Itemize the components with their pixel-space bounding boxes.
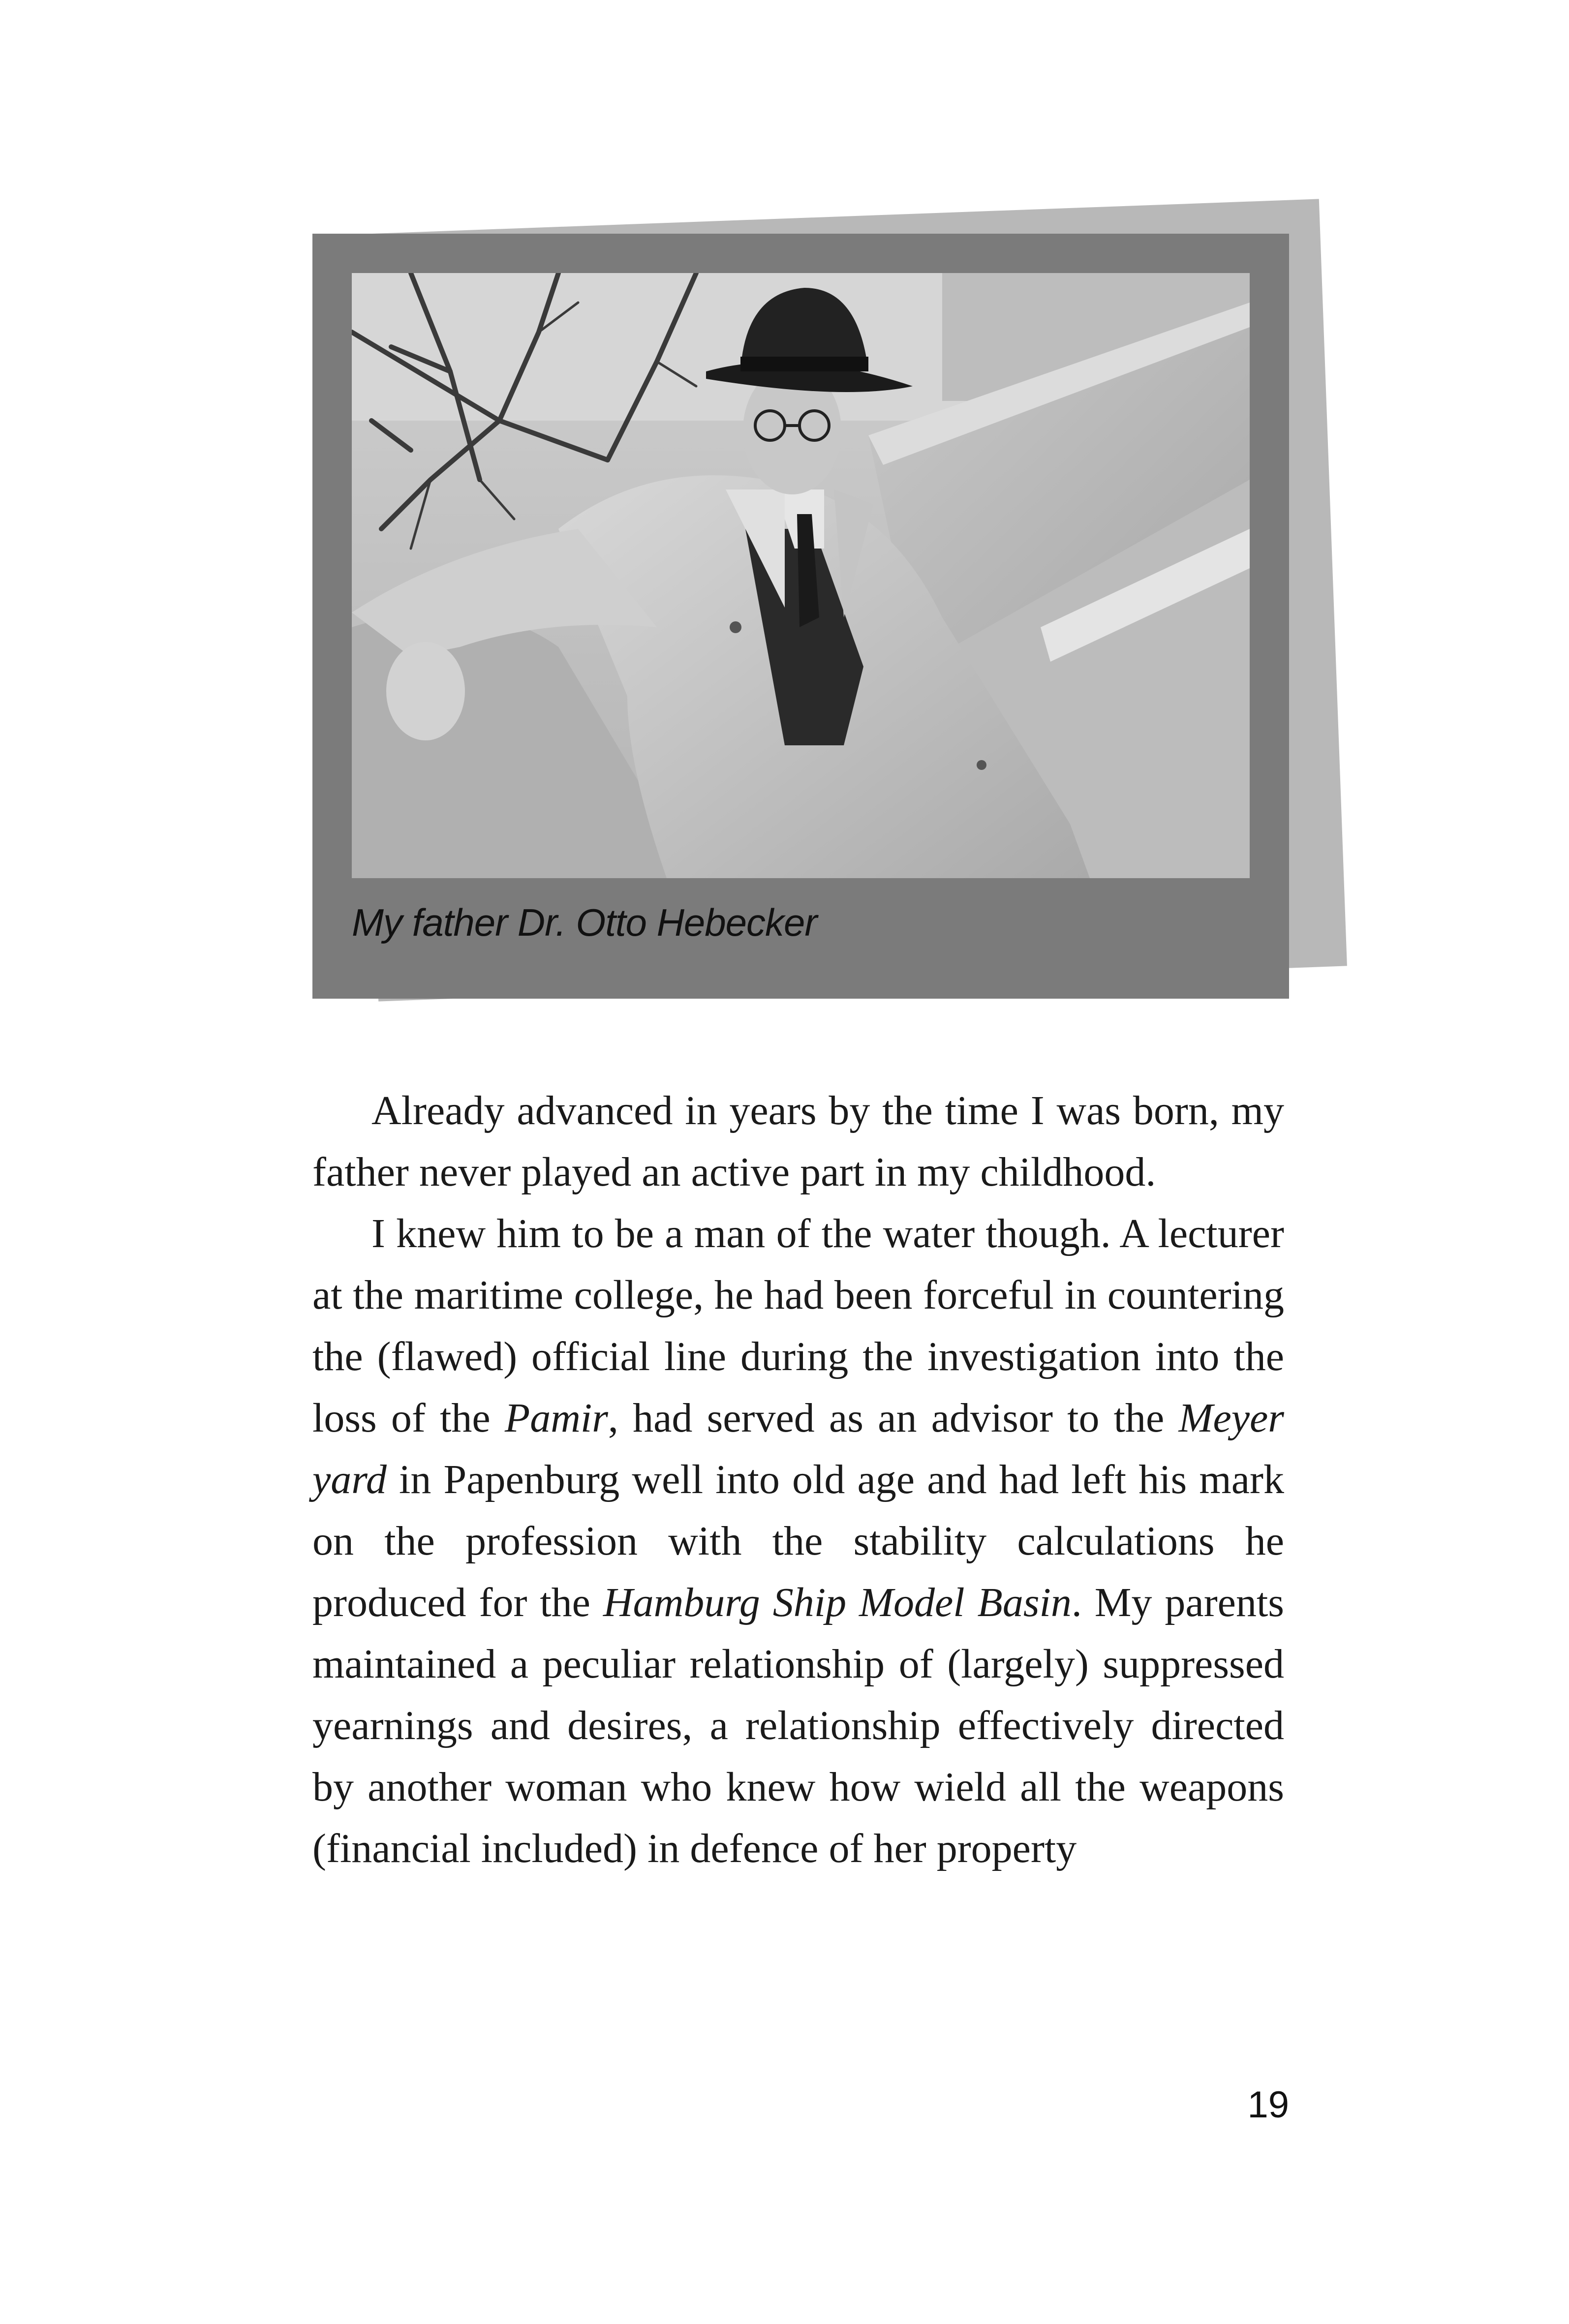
paragraph-text: . My parents maintained a peculiar relationship of (largely) suppressed yearnings and desires, a relationship effectively directed by another woman who knew how wield all the weapons (financial included) in defence of her property	[312, 1580, 1284, 1871]
italic-text: Hamburg Ship Model Basin	[603, 1580, 1072, 1625]
photo-otto-hebecker	[352, 273, 1250, 878]
paragraph-text: in Papenburg well into old age and had left his mark on the profession with the stability calculations he produced for the	[312, 1457, 1284, 1625]
paragraph-text: Already advanced in years by the time I was born, my father never played an active part in my childhood.	[312, 1088, 1284, 1195]
italic-text: Meyer yard	[312, 1395, 1284, 1502]
italic-text: Pamir	[504, 1395, 608, 1441]
photo-figure	[310, 207, 1338, 1033]
paragraph-text: I knew him to be a man of the water though. A lecturer at the maritime college, he had been forceful in countering the (flawed) official line during the investigation into the loss of the	[312, 1211, 1284, 1441]
paragraph	[312, 1080, 1284, 1203]
body-text	[312, 1080, 1284, 1879]
page-number: 19	[1247, 2084, 1289, 2126]
photo-frame	[312, 234, 1289, 999]
paragraph	[312, 1203, 1284, 1879]
paragraph-text: , had served as an advisor to the	[608, 1395, 1179, 1441]
photo-caption: My father Dr. Otto Hebecker	[352, 901, 817, 944]
